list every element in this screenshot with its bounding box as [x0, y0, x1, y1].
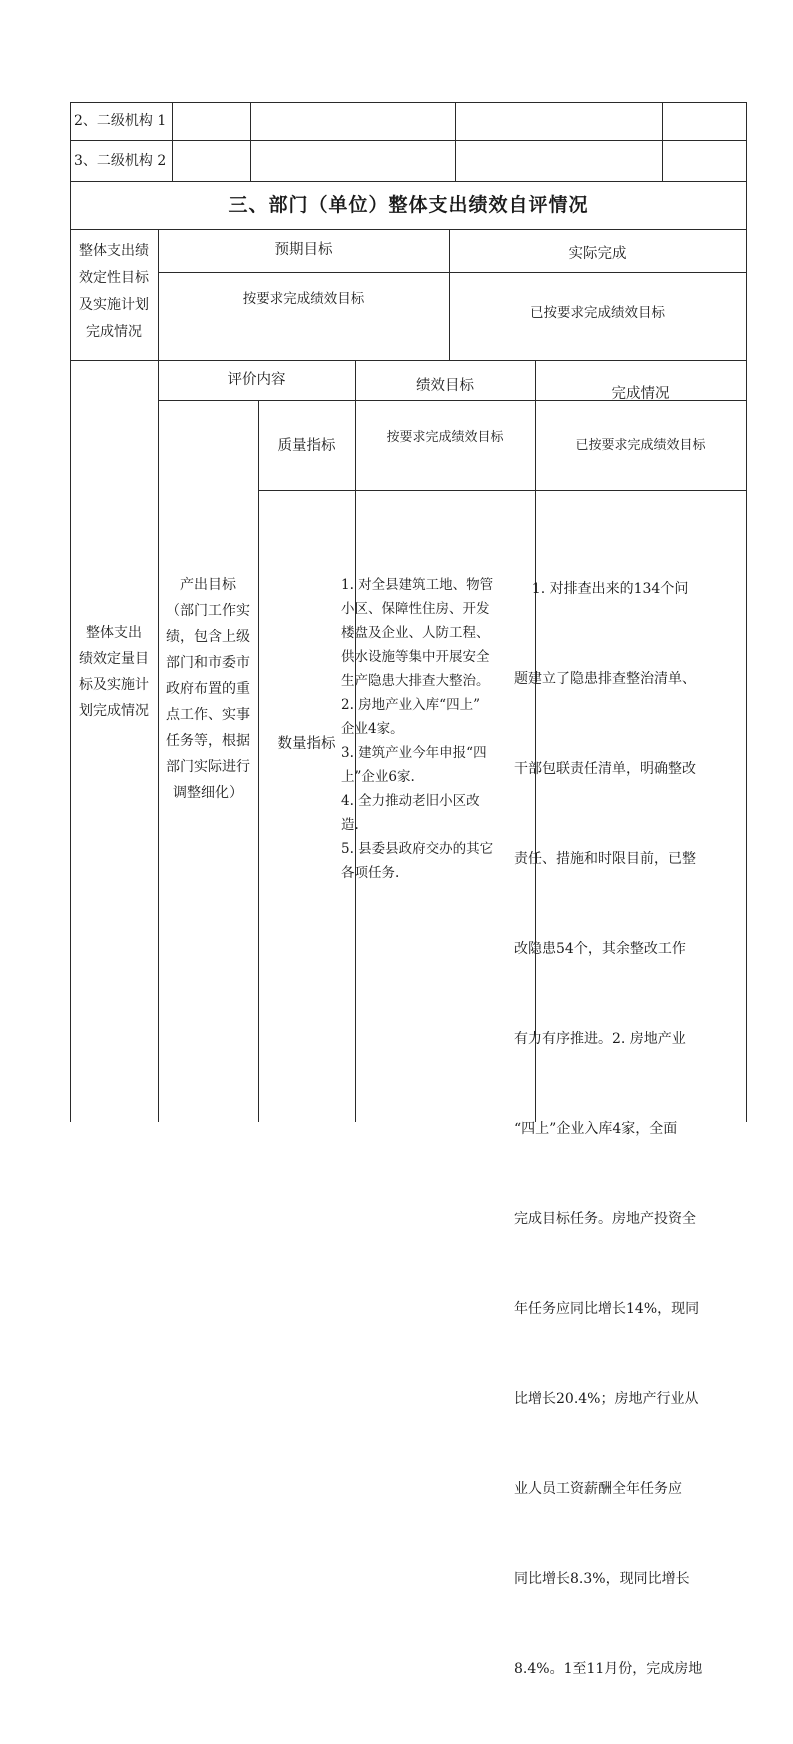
quantity-completion-text	[514, 514, 746, 1744]
quality-target-value: 按要求完成绩效目标	[386, 430, 504, 445]
quantitative-label-line: 绩效定量目	[79, 651, 149, 667]
output-label-line: 部门实际进行	[166, 759, 250, 775]
quantity-target-line: 上”企业6家.	[341, 769, 415, 785]
quality-completion-value: 已按要求完成绩效目标	[575, 438, 706, 453]
rule-expected-header-bottom	[158, 272, 747, 273]
quantity-target-line: 小区、保障性住房、开发	[341, 601, 490, 617]
quantity-target-line: 供水设施等集中开展安全	[341, 649, 490, 665]
quantity-completion-line: 比增长20.4%；房地产行业从	[514, 1391, 699, 1407]
output-label-line: （部门工作实	[166, 603, 250, 619]
actual-completion-header: 实际完成	[568, 246, 627, 262]
section-title: 三、部门（单位）整体支出绩效自评情况	[228, 194, 589, 216]
quantity-target-line: 企业4家。	[341, 721, 404, 737]
quantity-target-line: 1. 对全县建筑工地、物管	[341, 577, 494, 593]
quantitative-label-line: 标及实施计	[79, 677, 149, 693]
quantity-completion-line: 改隐患54个，其余整改工作	[514, 941, 686, 957]
quantity-completion-line: 业人员工资薪酬全年任务应	[514, 1481, 682, 1497]
quantity-target-line: 各项任务.	[341, 865, 400, 881]
quantity-completion-line: 责任、措施和时限目前，已整	[514, 851, 696, 867]
output-label-line: 任务等，根据	[166, 733, 250, 749]
output-label-line: 部门和市委市	[166, 655, 250, 671]
quantity-completion-line: 有力有序推进。2. 房地产业	[514, 1031, 686, 1047]
quantity-target-line: 5. 县委县政府交办的其它	[341, 841, 494, 857]
quantity-completion-line: 同比增长8.3%，现同比增长	[514, 1571, 690, 1587]
rule-right-outer	[746, 102, 747, 1122]
qualitative-label-line: 整体支出绩	[79, 243, 149, 259]
quantity-completion-line: 1. 对排查出来的134个问	[514, 581, 689, 597]
rule-quality-bottom	[258, 490, 747, 491]
quantitative-label-line: 整体支出	[86, 625, 142, 641]
quantity-target-line: 3. 建筑产业今年申报“四	[341, 745, 487, 761]
rule-quant-indicator-left	[258, 400, 259, 1122]
rule-row2-bottom	[70, 181, 747, 182]
quantitative-label	[70, 620, 158, 724]
quantity-completion-line: “四上”企业入库4家，全面	[514, 1121, 678, 1137]
output-label-line: 点工作、实事	[166, 707, 250, 723]
output-label-line: 政府布置的重	[166, 681, 250, 697]
rule-top-col4	[662, 102, 663, 181]
output-target-label	[158, 572, 258, 806]
quantitative-label-line: 划完成情况	[79, 703, 149, 719]
quantity-completion-line: 题建立了隐患排查整治清单、	[514, 671, 696, 687]
expected-target-value: 按要求完成绩效目标	[242, 291, 365, 307]
completion-status-header: 完成情况	[611, 386, 670, 402]
quantity-completion-line: 干部包联责任清单，明确整改	[514, 761, 696, 777]
quantity-completion-line: 完成目标任务。房地产投资全	[514, 1211, 696, 1227]
quantity-target-line: 楼盘及企业、人防工程、	[341, 625, 490, 641]
quantity-target-list	[341, 573, 535, 885]
rule-qualitative-bottom	[70, 360, 747, 361]
qualitative-label	[70, 238, 158, 346]
quality-indicator-label: 质量指标	[277, 438, 336, 454]
output-label-line: 调整细化）	[173, 785, 243, 801]
expected-target-header: 预期目标	[274, 242, 333, 258]
qualitative-label-line: 及实施计划	[79, 297, 149, 313]
rule-top-col3	[455, 102, 456, 181]
qualitative-label-line: 效定性目标	[79, 270, 149, 286]
rule-top-col2	[250, 102, 251, 181]
quantity-indicator-label: 数量指标	[277, 736, 336, 752]
quantity-target-line: 造.	[341, 817, 359, 833]
actual-completion-value: 已按要求完成绩效目标	[530, 305, 665, 321]
output-label-line: 产出目标	[180, 577, 236, 593]
quantity-target-line: 4. 全力推动老旧小区改	[341, 793, 480, 809]
quantity-target-line: 生产隐患大排查大整治。	[341, 673, 490, 689]
output-label-line: 绩，包含上级	[166, 629, 250, 645]
quantity-completion-line: 8.4%。1至11月份，完成房地	[514, 1661, 703, 1677]
row-secondary-org-2-label: 3、二级机构 2	[74, 153, 167, 169]
qualitative-label-line: 完成情况	[86, 324, 142, 340]
performance-target-header: 绩效目标	[416, 378, 474, 394]
rule-top-col1	[172, 102, 173, 181]
quantity-target-line: 2. 房地产业入库“四上”	[341, 697, 480, 713]
rule-title-bottom	[70, 229, 747, 230]
quantity-completion-line: 年任务应同比增长14%，现同	[514, 1301, 700, 1317]
row-secondary-org-1-label: 2、二级机构 1	[74, 113, 167, 129]
eval-content-header: 评价内容	[227, 372, 286, 388]
